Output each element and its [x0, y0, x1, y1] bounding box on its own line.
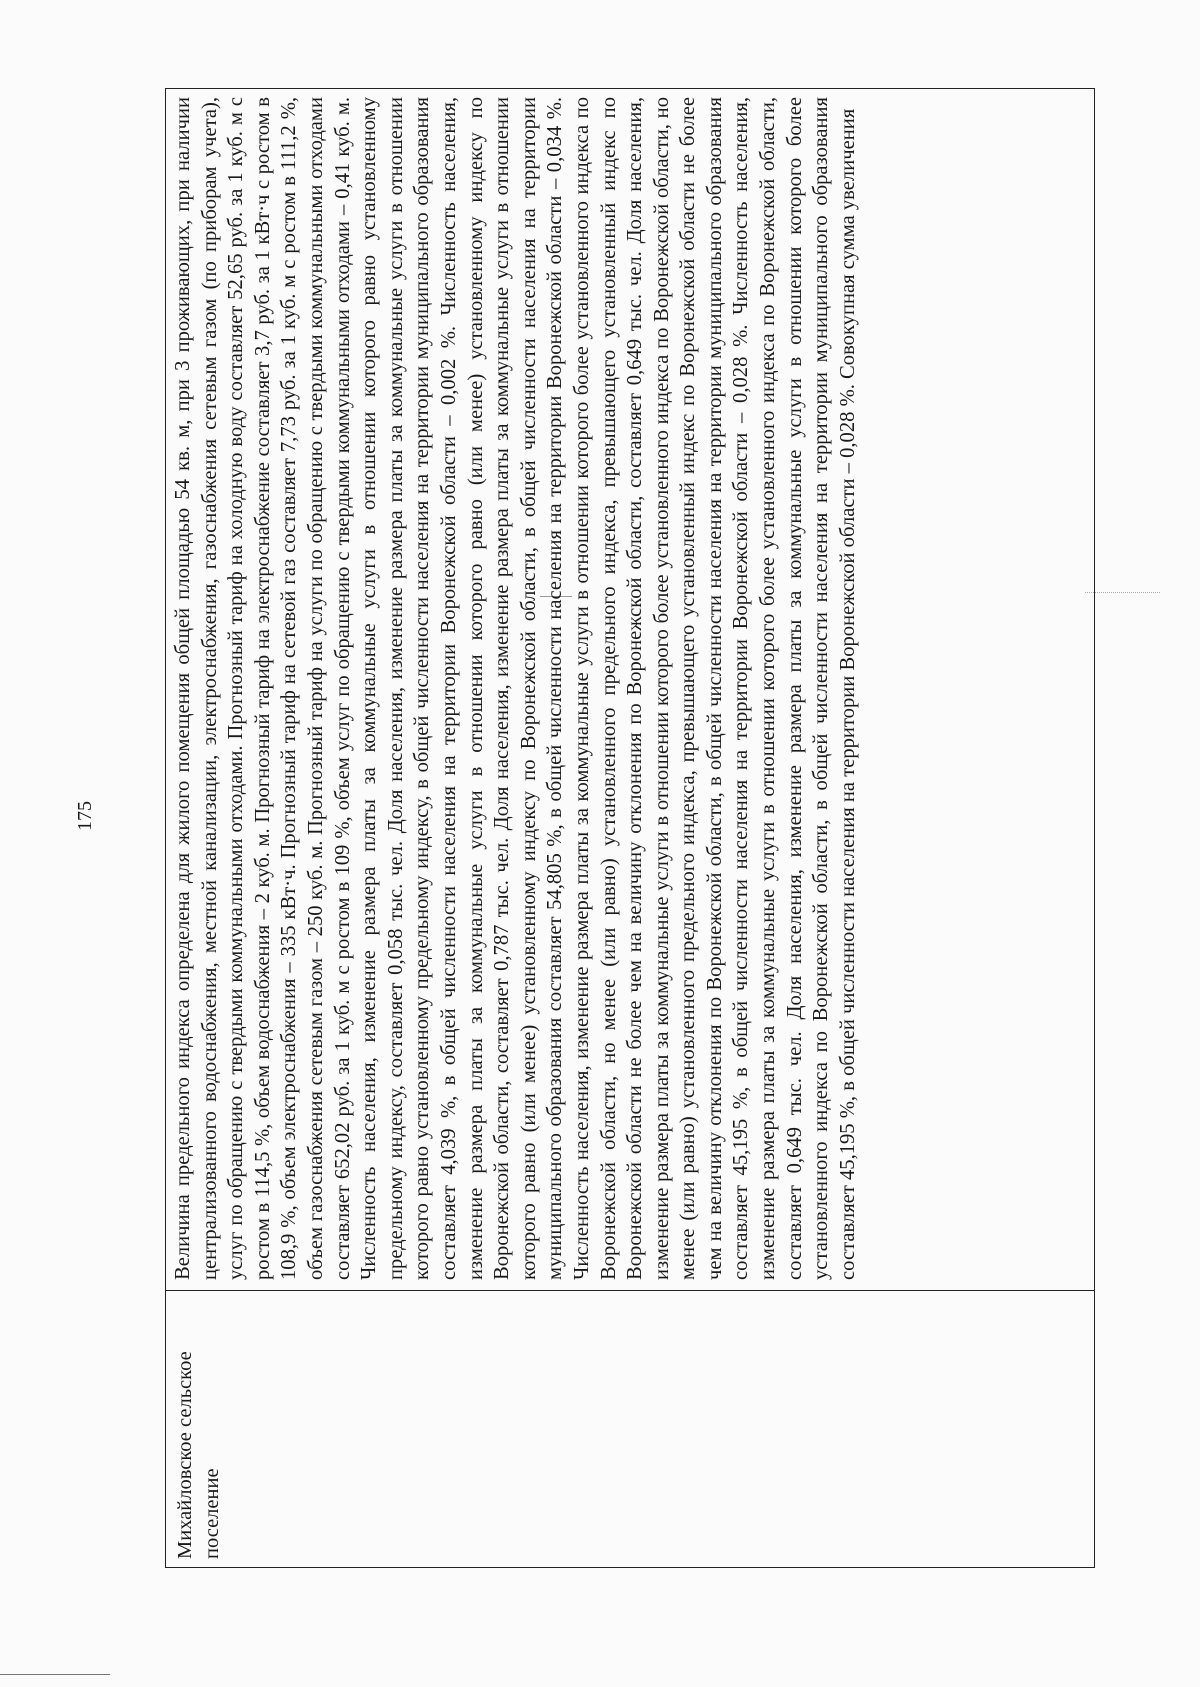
scan-artifact-right — [1085, 592, 1160, 594]
rotated-table — [165, 88, 1095, 1568]
scan-artifact-bottom — [0, 1674, 110, 1675]
page-number: 175 — [74, 801, 96, 831]
description-cell: Величина предельного индекса определена для жилого помещения общей площадью 54 кв. м, при 3 проживающих, при наличии централизованного водоснабжения, местной канализации, электроснабжения, газоснабжения сетевым газом (по приборам учета), услуг по обращению с твердыми коммунальными отходами. Прогнозный тариф на холодную воду составляет 52,65 руб. за 1 куб. м с ростом в 114,5 %, объем водоснабжения – 2 куб. м. Прогнозный тариф на электроснабжение составляет 3,7 руб. за 1 кВт·ч с ростом в 108,9 %, объем электроснабжения – 335 кВт·ч. Прогнозный тариф на сетевой газ составляет 7,73 руб. за 1 куб. м с ростом в 111,2 %, объем газоснабжения сетевым газом – 250 куб. м. Прогнозный тариф на услуги по обращению с твердыми коммунальными отходами составляет 652,02 руб. за 1 куб. м с ростом в 109 %, объем услуг по обращению с твердыми коммунальными отходами – 0,41 куб. м. Численность населения, изменение размера платы за коммунальные услуги в отношении которого равно установленному предельному индексу, составляет 0,058 тыс. чел. Доля населения, изменение размера платы за коммунальные услуги в отношении которого равно установленному предельному индексу, в общей численности населения на территории муниципального образования составляет 4,039 %, в общей численности населения на территории Воронежской области – 0,002 %. Численность населения, изменение размера платы за коммунальные услуги в отношении которого равно (или менее) установленному индексу по Воронежской области, составляет 0,787 тыс. чел. Доля населения, изменение размера платы за коммунальные услуги в отношении которого равно (или менее) установленному индексу по Воронежской области, в общей численности населения на территории муниципального образования составляет 54,805 %, в общей численности населения на территории Воронежской области – 0,034 %. Численность населения, изменение размера платы за коммунальные услуги в отношении которого более установленного индекса по Воронежской области, но менее (или равно) установленного предельного индекса, превышающего установленный индекс по Воронежской области не более чем на величину отклонения по Воронежской области, составляет 0,649 тыс. чел. Доля населения, изменение размера платы за коммунальные услуги в отношении которого более установленного индекса по Воронежской области, но менее (или равно) установленного предельного индекса, превышающего установленный индекс по Воронежской области не более чем на величину отклонения по Воронежской области, в общей численности населения на территории муниципального образования составляет 45,195 %, в общей численности населения на территории Воронежской области – 0,028 %. Численность населения, изменение размера платы за коммунальные услуги в отношении которого более установленного индекса по Воронежской области, составляет 0,649 тыс. чел. Доля населения, изменение размера платы за коммунальные услуги в отношении которого более установленного индекса по Воронежской области, в общей численности населения на территории муниципального образования составляет 45,195 %, в общей численности населения на территории Воронежской области – 0,028 %. Совокупная сумма увеличения — [172, 97, 859, 1280]
municipality-name-cell: Михайловское сельское поселение — [166, 1290, 1094, 1567]
